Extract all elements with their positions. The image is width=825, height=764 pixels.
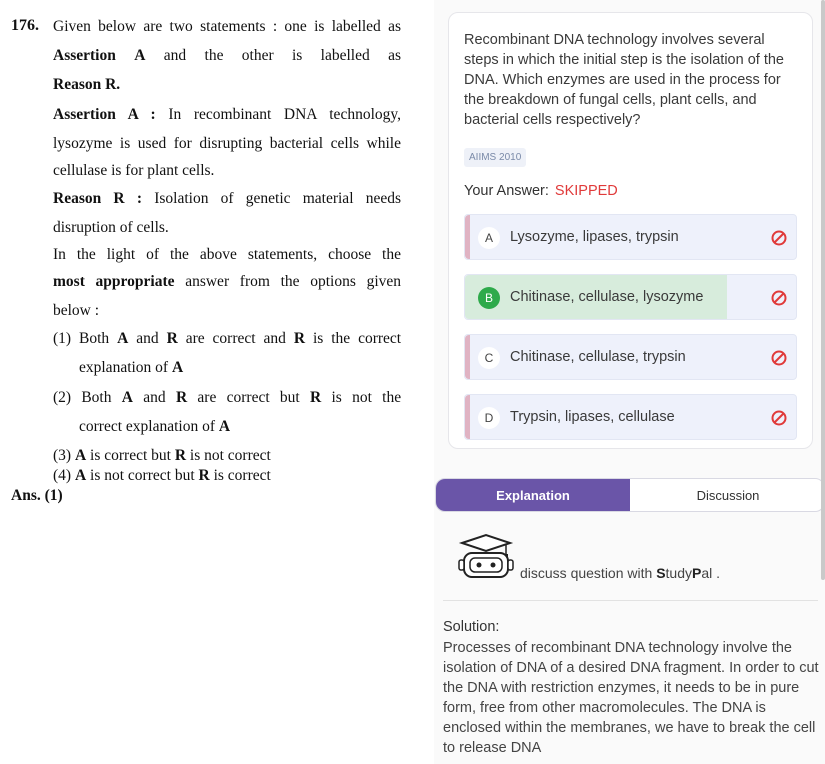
blocked-icon (770, 349, 788, 367)
answer-line: Ans. (1) (11, 487, 63, 504)
assertion-line-3: cellulase is for plant cells. (53, 162, 215, 179)
option-a[interactable] (464, 214, 797, 260)
divider (443, 600, 818, 601)
question-number: 176. (11, 17, 39, 34)
option-c[interactable] (464, 334, 797, 380)
blocked-icon (770, 409, 788, 427)
reason-line-1: Reason R : Isolation of genetic material needs (53, 190, 401, 207)
robot-graduate-icon[interactable] (456, 533, 516, 581)
option-letter: D (478, 407, 500, 429)
solution-text: Processes of recombinant DNA technology involve the isolation of DNA of a desired DNA fragment. In order to cut the DNA with restriction enzymes, it needs to be in pure form, free from other macromolecules. The DNA is enclosed within the membranes, we have to break the cell to release DNA (443, 640, 819, 756)
option-text: Chitinase, cellulase, lysozyme (510, 289, 704, 305)
scan-option-1: (1) Both A and R are correct and R is the correct (53, 330, 402, 347)
solution-label: Solution: (443, 619, 500, 635)
option-letter: C (478, 347, 500, 369)
scan-option-3: (3) A is correct but R is not correct (53, 447, 271, 464)
your-answer: Your Answer: SKIPPED (464, 183, 618, 199)
scan-option-2: (2) Both A and R are correct but R is not the (53, 389, 402, 406)
instruction-line-2: most appropriate answer from the options given (53, 273, 402, 290)
intro-line-2: Assertion A and the other is labelled as (53, 47, 402, 64)
assertion-line-1: Assertion A : In recombinant DNA technology, (53, 106, 401, 123)
question-text: Recombinant DNA technology involves several steps in which the initial step is the isolation of the DNA. Which enzymes are used in the process for the breakdown of fungal cells, plant cells, and bacterial cells respectively? (464, 32, 784, 128)
option-text: Lysozyme, lipases, trypsin (510, 229, 679, 245)
skipped-status: SKIPPED (554, 183, 618, 199)
explanation-tabs (435, 478, 825, 512)
reason-intro: Reason R. (53, 76, 121, 93)
assertion-line-2: lysozyme is used for disrupting bacterial cells while (53, 135, 401, 152)
question-card (448, 12, 813, 449)
reason-line-2: disruption of cells. (53, 219, 169, 236)
option-d[interactable] (464, 394, 797, 440)
tab-discussion[interactable]: Discussion (696, 488, 760, 503)
tab-explanation[interactable]: Explanation (436, 479, 630, 511)
instruction-line-3: below : (53, 302, 100, 319)
option-text: Trypsin, lipases, cellulase (510, 409, 675, 425)
scrollbar[interactable] (821, 0, 825, 580)
scan-option-4: (4) A is not correct but R is correct (53, 467, 271, 484)
option-text: Chitinase, cellulase, trypsin (510, 349, 686, 365)
instruction-line-1: In the light of the above statements, choose the (53, 246, 401, 263)
option-letter: B (478, 287, 500, 309)
studypal-link[interactable]: discuss question with StudyPal . (520, 565, 721, 581)
option-b[interactable] (464, 274, 797, 320)
exam-tag: AIIMS 2010 (464, 148, 526, 167)
scan-option-2-cont: correct explanation of A (79, 418, 231, 435)
intro-line-1: Given below are two statements : one is labelled as (53, 18, 401, 35)
option-letter: A (478, 227, 500, 249)
scan-option-1-cont: explanation of A (79, 359, 184, 376)
blocked-icon (770, 229, 788, 247)
blocked-icon (770, 289, 788, 307)
